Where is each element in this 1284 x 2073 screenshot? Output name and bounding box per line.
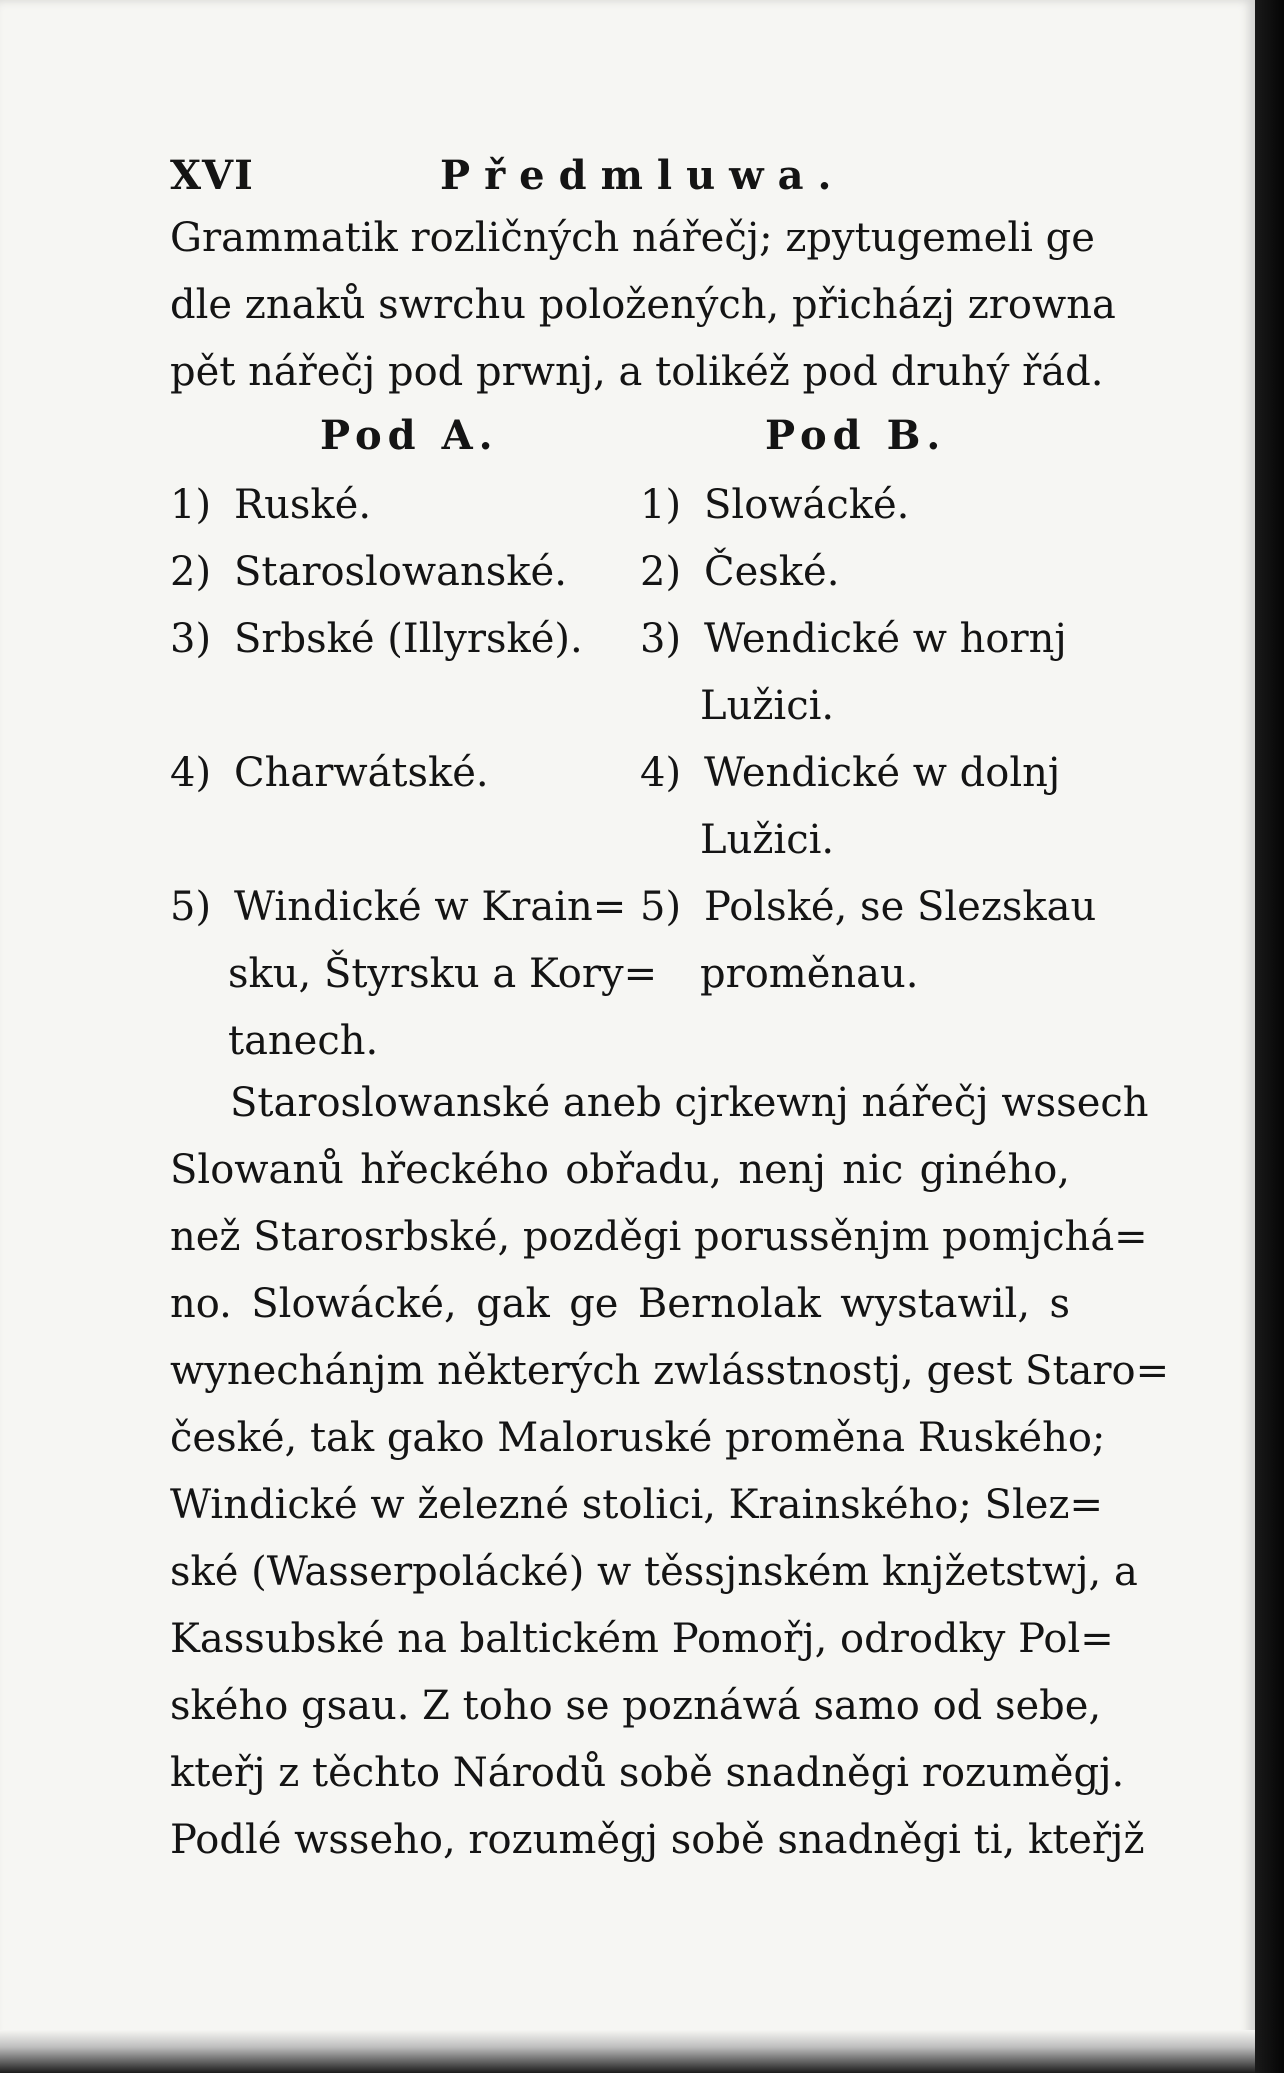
item-number: 2) xyxy=(170,549,212,595)
item-label: Slowácké. xyxy=(704,482,910,528)
body-paragraph xyxy=(170,1070,1170,1874)
item-number: 1) xyxy=(170,482,212,528)
list-item-b-3 xyxy=(640,616,1067,662)
list-item-b-2 xyxy=(640,549,839,595)
intro-line: Grammatik rozličných nářečj; zpytugemeli ge xyxy=(170,215,1095,261)
body-line: než Starosrbské, pozděgi porussěnjm pomjchá= xyxy=(170,1214,1148,1260)
list-item-b-1 xyxy=(640,482,909,528)
body-line: kteřj z těchto Národů sobě snadněgi rozuměgj. xyxy=(170,1750,1125,1796)
item-number: 3) xyxy=(170,616,212,662)
body-line: ské (Wasserpolácké) w těssjnském knjžetstwj, a xyxy=(170,1549,1138,1595)
list-item-a-5 xyxy=(170,884,626,930)
body-line: ského gsau. Z toho se poznáwá samo od sebe, xyxy=(170,1683,1102,1729)
body-line: Slowanů hřeckého obřadu, nenj nic giného, xyxy=(170,1147,1070,1193)
body-line: české, tak gako Maloruské proměna Ruského; xyxy=(170,1415,1106,1461)
item-label: Wendické w dolnj xyxy=(704,750,1061,796)
list-item-b-4 xyxy=(640,750,1060,796)
page-number: XVI xyxy=(170,152,254,199)
list-item-a-1 xyxy=(170,482,371,528)
column-a-heading: Pod A. xyxy=(320,412,499,459)
item-number: 5) xyxy=(640,884,682,930)
item-label: Wendické w hornj xyxy=(704,616,1067,662)
item-number: 4) xyxy=(640,750,682,796)
item-number: 5) xyxy=(170,884,212,930)
item-label: Staroslowanské. xyxy=(234,549,567,595)
intro-line: pět nářečj pod prwnj, a tolikéž pod druhý řád. xyxy=(170,349,1104,395)
item-label: Ruské. xyxy=(234,482,372,528)
list-item-a-5-continuation: sku, Štyrsku a Kory= xyxy=(228,951,658,997)
list-item-a-4 xyxy=(170,750,489,796)
item-number: 4) xyxy=(170,750,212,796)
list-item-b-5 xyxy=(640,884,1096,930)
column-b-heading: Pod B. xyxy=(765,412,947,459)
item-number: 2) xyxy=(640,549,682,595)
intro-line: dle znaků swrchu položených, přicházj zrowna xyxy=(170,282,1116,328)
page-bottom-edge xyxy=(0,2030,1255,2073)
body-line: Kassubské na baltickém Pomořj, odrodky Pol= xyxy=(170,1616,1114,1662)
list-item-a-5-continuation: tanech. xyxy=(228,1018,379,1064)
body-line: Podlé wsseho, rozuměgj sobě snadněgi ti, kteřjž xyxy=(170,1817,1145,1863)
item-number: 1) xyxy=(640,482,682,528)
item-label: Windické w Krain= xyxy=(234,884,627,930)
list-item-a-2 xyxy=(170,549,567,595)
body-line: Windické w železné stolici, Krainského; Slez= xyxy=(170,1482,1104,1528)
list-item-b-3-continuation: Lužici. xyxy=(700,683,835,729)
item-number: 3) xyxy=(640,616,682,662)
body-line: no. Slowácké, gak ge Bernolak wystawil, s xyxy=(170,1281,1070,1327)
item-label: Polské, se Slezskau xyxy=(704,884,1097,930)
item-label: Charwátské. xyxy=(234,750,489,796)
body-line: wynechánjm některých zwlásstnostj, gest Staro= xyxy=(170,1348,1170,1394)
list-item-a-3 xyxy=(170,616,583,662)
body-line: Staroslowanské aneb cjrkewnj nářečj wssech xyxy=(230,1080,1149,1126)
list-item-b-4-continuation: Lužici. xyxy=(700,817,835,863)
item-label: Srbské (Illyrské). xyxy=(234,616,583,662)
item-label: České. xyxy=(704,549,840,595)
running-title: Předmluwa. xyxy=(440,152,846,199)
list-item-b-5-continuation: proměnau. xyxy=(700,951,919,997)
intro-paragraph xyxy=(170,205,1116,406)
page-right-edge xyxy=(1255,0,1284,2073)
page-header xyxy=(170,152,1095,202)
